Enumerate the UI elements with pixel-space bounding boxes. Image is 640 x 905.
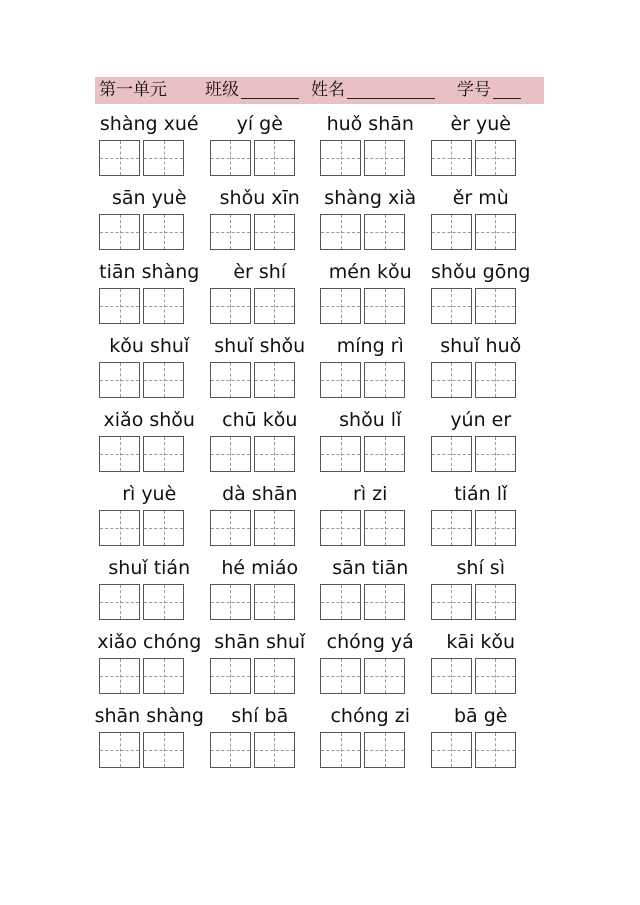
character-boxes bbox=[210, 732, 295, 768]
character-boxes bbox=[210, 214, 295, 250]
pinyin-label: dà shān bbox=[222, 483, 298, 505]
word-item bbox=[316, 482, 425, 556]
pinyin-label: kāi kǒu bbox=[446, 631, 516, 653]
pinyin-label: yún er bbox=[450, 409, 512, 431]
tianzige-box[interactable] bbox=[254, 584, 295, 620]
tianzige-box[interactable] bbox=[364, 288, 405, 324]
word-item bbox=[427, 704, 536, 778]
word-item bbox=[95, 260, 204, 334]
character-boxes bbox=[431, 510, 516, 546]
pinyin-label: shǒu gōng bbox=[431, 261, 531, 283]
tianzige-box[interactable] bbox=[99, 140, 140, 176]
pinyin-label: shuǐ shǒu bbox=[214, 335, 306, 357]
tianzige-box[interactable] bbox=[364, 362, 405, 398]
tianzige-box[interactable] bbox=[475, 140, 516, 176]
tianzige-box[interactable] bbox=[254, 362, 295, 398]
tianzige-box[interactable] bbox=[364, 732, 405, 768]
tianzige-box[interactable] bbox=[364, 584, 405, 620]
word-row bbox=[95, 260, 535, 334]
word-item bbox=[427, 556, 536, 630]
word-item bbox=[316, 408, 425, 482]
tianzige-box[interactable] bbox=[99, 436, 140, 472]
character-boxes bbox=[431, 732, 516, 768]
character-boxes bbox=[320, 214, 405, 250]
word-row bbox=[95, 630, 535, 704]
unit-title: 第一单元 bbox=[99, 80, 167, 100]
word-item bbox=[427, 334, 536, 408]
pinyin-label: rì yuè bbox=[122, 483, 177, 505]
tianzige-box[interactable] bbox=[210, 214, 251, 250]
pinyin-label: tián lǐ bbox=[454, 483, 508, 505]
tianzige-box[interactable] bbox=[143, 658, 184, 694]
tianzige-box[interactable] bbox=[431, 510, 472, 546]
tianzige-box[interactable] bbox=[320, 140, 361, 176]
worksheet-header bbox=[95, 77, 544, 104]
tianzige-box[interactable] bbox=[210, 140, 251, 176]
name-blank[interactable] bbox=[347, 98, 435, 99]
character-boxes bbox=[210, 658, 295, 694]
tianzige-box[interactable] bbox=[364, 436, 405, 472]
character-boxes bbox=[99, 140, 184, 176]
student-id-label: 学号 bbox=[457, 80, 491, 100]
word-item bbox=[95, 186, 204, 260]
tianzige-box[interactable] bbox=[475, 510, 516, 546]
character-boxes bbox=[99, 732, 184, 768]
tianzige-box[interactable] bbox=[99, 288, 140, 324]
character-boxes bbox=[210, 288, 295, 324]
character-boxes bbox=[210, 584, 295, 620]
word-row bbox=[95, 704, 535, 778]
character-boxes bbox=[431, 214, 516, 250]
student-id-blank[interactable] bbox=[493, 98, 521, 99]
pinyin-label: shuǐ tián bbox=[108, 557, 191, 579]
pinyin-label: xiǎo chóng bbox=[97, 631, 202, 653]
character-boxes bbox=[320, 140, 405, 176]
pinyin-label: rì zi bbox=[353, 483, 388, 505]
pinyin-label: chóng yá bbox=[326, 631, 414, 653]
word-item bbox=[316, 556, 425, 630]
tianzige-box[interactable] bbox=[254, 214, 295, 250]
pinyin-label: míng rì bbox=[336, 335, 404, 357]
tianzige-box[interactable] bbox=[364, 214, 405, 250]
word-item bbox=[206, 556, 315, 630]
pinyin-label: chóng zi bbox=[330, 705, 410, 727]
word-row bbox=[95, 112, 535, 186]
word-item bbox=[206, 630, 315, 704]
name-label: 姓名 bbox=[311, 80, 345, 100]
character-boxes bbox=[431, 436, 516, 472]
tianzige-box[interactable] bbox=[254, 288, 295, 324]
tianzige-box[interactable] bbox=[210, 288, 251, 324]
pinyin-label: bā gè bbox=[454, 705, 508, 727]
tianzige-box[interactable] bbox=[475, 584, 516, 620]
tianzige-box[interactable] bbox=[210, 362, 251, 398]
character-boxes bbox=[99, 584, 184, 620]
tianzige-box[interactable] bbox=[143, 584, 184, 620]
tianzige-box[interactable] bbox=[320, 584, 361, 620]
tianzige-box[interactable] bbox=[364, 658, 405, 694]
tianzige-box[interactable] bbox=[431, 214, 472, 250]
tianzige-box[interactable] bbox=[99, 658, 140, 694]
pinyin-label: mén kǒu bbox=[328, 261, 412, 283]
pinyin-label: èr yuè bbox=[450, 113, 512, 135]
tianzige-box[interactable] bbox=[210, 584, 251, 620]
tianzige-box[interactable] bbox=[99, 584, 140, 620]
word-row bbox=[95, 334, 535, 408]
character-boxes bbox=[320, 584, 405, 620]
pinyin-label: shǒu lǐ bbox=[339, 409, 402, 431]
word-item bbox=[427, 408, 536, 482]
character-boxes bbox=[99, 362, 184, 398]
pinyin-label: shí bā bbox=[231, 705, 289, 727]
character-boxes bbox=[320, 510, 405, 546]
word-item bbox=[427, 630, 536, 704]
pinyin-label: shān shàng bbox=[94, 705, 204, 727]
tianzige-box[interactable] bbox=[210, 436, 251, 472]
word-item bbox=[316, 704, 425, 778]
tianzige-box[interactable] bbox=[475, 214, 516, 250]
tianzige-box[interactable] bbox=[143, 214, 184, 250]
word-row bbox=[95, 482, 535, 556]
pinyin-label: hé miáo bbox=[221, 557, 299, 579]
tianzige-box[interactable] bbox=[143, 732, 184, 768]
character-boxes bbox=[99, 436, 184, 472]
pinyin-writing-grid bbox=[95, 112, 535, 778]
word-row bbox=[95, 556, 535, 630]
word-row bbox=[95, 186, 535, 260]
word-item bbox=[427, 260, 536, 334]
tianzige-box[interactable] bbox=[364, 140, 405, 176]
pinyin-label: huǒ shān bbox=[326, 113, 414, 135]
word-item bbox=[206, 334, 315, 408]
character-boxes bbox=[99, 510, 184, 546]
character-boxes bbox=[320, 658, 405, 694]
tianzige-box[interactable] bbox=[143, 436, 184, 472]
character-boxes bbox=[431, 362, 516, 398]
tianzige-box[interactable] bbox=[254, 510, 295, 546]
character-boxes bbox=[431, 658, 516, 694]
word-item bbox=[206, 482, 315, 556]
word-item bbox=[316, 186, 425, 260]
word-item bbox=[95, 408, 204, 482]
pinyin-label: èr shí bbox=[233, 261, 287, 283]
word-item bbox=[95, 482, 204, 556]
tianzige-box[interactable] bbox=[431, 658, 472, 694]
character-boxes bbox=[320, 288, 405, 324]
character-boxes bbox=[99, 288, 184, 324]
character-boxes bbox=[431, 584, 516, 620]
pinyin-label: sān yuè bbox=[111, 187, 187, 209]
word-item bbox=[95, 630, 204, 704]
pinyin-label: xiǎo shǒu bbox=[103, 409, 195, 431]
word-item bbox=[206, 704, 315, 778]
tianzige-box[interactable] bbox=[143, 362, 184, 398]
character-boxes bbox=[431, 288, 516, 324]
word-item bbox=[95, 556, 204, 630]
pinyin-label: kǒu shuǐ bbox=[109, 335, 190, 357]
character-boxes bbox=[210, 362, 295, 398]
pinyin-label: sān tiān bbox=[332, 557, 409, 579]
tianzige-box[interactable] bbox=[431, 584, 472, 620]
tianzige-box[interactable] bbox=[475, 658, 516, 694]
tianzige-box[interactable] bbox=[254, 658, 295, 694]
tianzige-box[interactable] bbox=[210, 658, 251, 694]
pinyin-label: shǒu xīn bbox=[219, 187, 300, 209]
class-blank[interactable] bbox=[241, 98, 299, 99]
word-item bbox=[206, 408, 315, 482]
tianzige-box[interactable] bbox=[99, 362, 140, 398]
word-item bbox=[427, 186, 536, 260]
pinyin-label: tiān shàng bbox=[99, 261, 200, 283]
pinyin-label: shàng xué bbox=[99, 113, 199, 135]
word-item bbox=[206, 112, 315, 186]
tianzige-box[interactable] bbox=[254, 140, 295, 176]
tianzige-box[interactable] bbox=[320, 732, 361, 768]
word-item bbox=[427, 482, 536, 556]
tianzige-box[interactable] bbox=[364, 510, 405, 546]
tianzige-box[interactable] bbox=[143, 288, 184, 324]
tianzige-box[interactable] bbox=[320, 288, 361, 324]
pinyin-label: chū kǒu bbox=[222, 409, 298, 431]
tianzige-box[interactable] bbox=[431, 140, 472, 176]
character-boxes bbox=[99, 214, 184, 250]
word-item bbox=[206, 186, 315, 260]
tianzige-box[interactable] bbox=[210, 732, 251, 768]
tianzige-box[interactable] bbox=[143, 510, 184, 546]
word-item bbox=[206, 260, 315, 334]
tianzige-box[interactable] bbox=[320, 436, 361, 472]
word-item bbox=[95, 704, 204, 778]
word-item bbox=[316, 334, 425, 408]
pinyin-label: shí sì bbox=[456, 557, 505, 579]
pinyin-label: shuǐ huǒ bbox=[440, 335, 522, 357]
word-item bbox=[316, 630, 425, 704]
pinyin-label: shān shuǐ bbox=[214, 631, 306, 653]
tianzige-box[interactable] bbox=[431, 436, 472, 472]
tianzige-box[interactable] bbox=[210, 510, 251, 546]
word-item bbox=[95, 334, 204, 408]
character-boxes bbox=[99, 658, 184, 694]
character-boxes bbox=[431, 140, 516, 176]
character-boxes bbox=[320, 732, 405, 768]
tianzige-box[interactable] bbox=[320, 362, 361, 398]
character-boxes bbox=[210, 140, 295, 176]
tianzige-box[interactable] bbox=[475, 362, 516, 398]
tianzige-box[interactable] bbox=[475, 436, 516, 472]
tianzige-box[interactable] bbox=[254, 732, 295, 768]
tianzige-box[interactable] bbox=[143, 140, 184, 176]
word-row bbox=[95, 408, 535, 482]
tianzige-box[interactable] bbox=[320, 658, 361, 694]
pinyin-label: shàng xià bbox=[324, 187, 417, 209]
tianzige-box[interactable] bbox=[99, 732, 140, 768]
tianzige-box[interactable] bbox=[320, 510, 361, 546]
pinyin-label: ěr mù bbox=[452, 187, 509, 209]
tianzige-box[interactable] bbox=[431, 732, 472, 768]
tianzige-box[interactable] bbox=[99, 510, 140, 546]
word-item bbox=[316, 260, 425, 334]
character-boxes bbox=[210, 510, 295, 546]
class-label: 班级 bbox=[205, 80, 239, 100]
word-item bbox=[427, 112, 536, 186]
word-item bbox=[316, 112, 425, 186]
tianzige-box[interactable] bbox=[475, 732, 516, 768]
tianzige-box[interactable] bbox=[431, 362, 472, 398]
word-item bbox=[95, 112, 204, 186]
tianzige-box[interactable] bbox=[254, 436, 295, 472]
tianzige-box[interactable] bbox=[320, 214, 361, 250]
tianzige-box[interactable] bbox=[431, 288, 472, 324]
tianzige-box[interactable] bbox=[475, 288, 516, 324]
character-boxes bbox=[210, 436, 295, 472]
pinyin-label: yí gè bbox=[236, 113, 283, 135]
character-boxes bbox=[320, 362, 405, 398]
character-boxes bbox=[320, 436, 405, 472]
tianzige-box[interactable] bbox=[99, 214, 140, 250]
